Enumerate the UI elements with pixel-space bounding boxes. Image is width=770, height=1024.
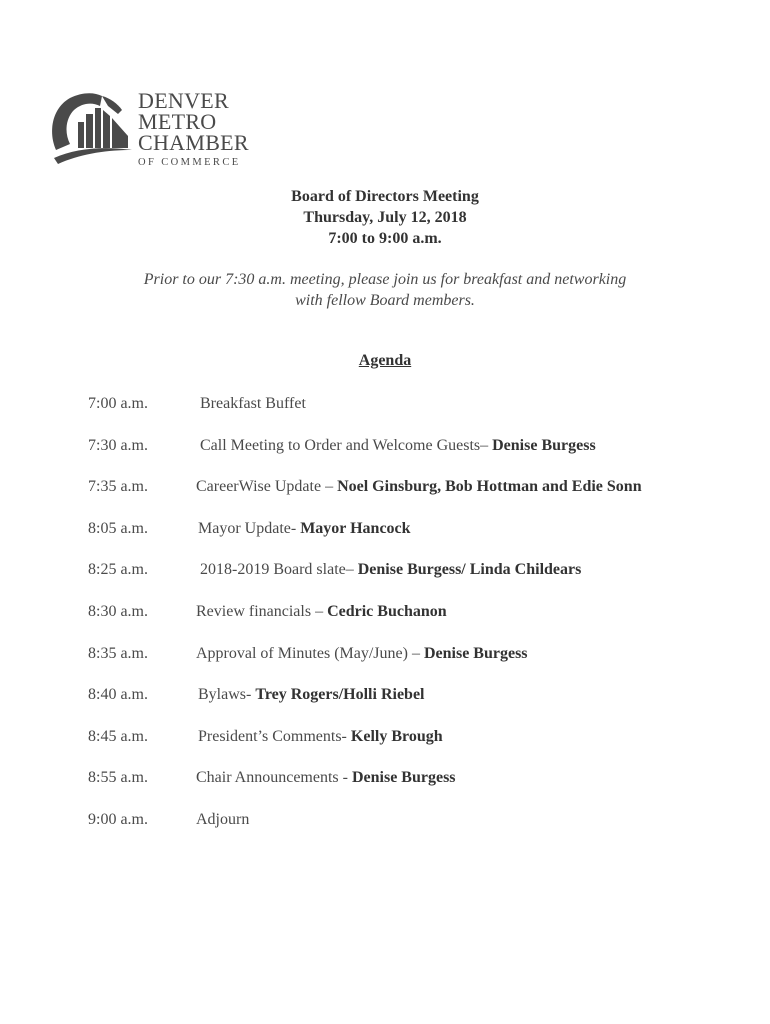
agenda-item-presenter: Denise Burgess/ Linda Childears	[357, 561, 582, 579]
agenda-item	[88, 476, 728, 518]
agenda-item-desc	[198, 684, 424, 706]
agenda-item-time: 8:30 a.m.	[88, 602, 148, 620]
agenda-item-desc	[198, 726, 443, 748]
agenda-item-time: 7:30 a.m.	[88, 436, 148, 454]
agenda-item	[88, 643, 728, 685]
agenda-item-time: 8:40 a.m.	[88, 686, 148, 704]
agenda-item-topic: CareerWise Update –	[196, 478, 338, 496]
agenda-item-topic: 2018-2019 Board slate–	[200, 561, 358, 579]
agenda-item-desc	[200, 559, 581, 581]
breakfast-note-line-1: Prior to our 7:30 a.m. meeting, please join us for breakfast and networking	[143, 271, 627, 288]
agenda-item	[88, 393, 728, 435]
agenda-item-topic: Review financials –	[196, 602, 328, 620]
agenda-item	[88, 435, 728, 477]
agenda-item-topic: Chair Announcements -	[196, 769, 352, 787]
agenda-item-presenter: Kelly Brough	[350, 727, 443, 745]
agenda-item-topic: Breakfast Buffet	[200, 395, 306, 412]
agenda-item-topic: Adjourn	[196, 810, 250, 828]
agenda-item-time: 8:25 a.m.	[88, 561, 148, 579]
agenda-item-time: 7:35 a.m.	[88, 478, 148, 496]
agenda-item-presenter: Denise Burgess	[423, 644, 528, 662]
agenda-item	[88, 559, 728, 601]
agenda-item-presenter: Mayor Hancock	[300, 519, 411, 537]
agenda-item-topic: Bylaws-	[198, 686, 256, 704]
agenda-item-topic: Call Meeting to Order and Welcome Guests–	[200, 436, 493, 454]
agenda-item	[88, 518, 728, 560]
meeting-time: 7:00 to 9:00 a.m.	[328, 230, 442, 247]
agenda-item-desc	[198, 518, 411, 540]
logo-line-chamber: CHAMBER	[138, 130, 249, 155]
agenda-item-desc	[200, 435, 596, 457]
agenda-item-desc	[200, 393, 306, 415]
agenda-item	[88, 601, 728, 643]
agenda-list	[88, 393, 728, 851]
agenda-item-desc	[196, 476, 642, 498]
agenda-item	[88, 767, 728, 809]
breakfast-note	[0, 269, 770, 311]
chamber-logo-wordmark	[138, 90, 249, 169]
agenda-item-presenter: Trey Rogers/Holli Riebel	[255, 686, 425, 704]
agenda-item-desc	[196, 767, 456, 789]
agenda-item-presenter: Cedric Buchanon	[327, 602, 447, 620]
agenda-item-time: 8:45 a.m.	[88, 727, 148, 745]
meeting-header	[0, 186, 770, 249]
agenda-item-presenter: Denise Burgess	[492, 436, 596, 454]
logo-line-denver: DENVER	[138, 88, 230, 113]
agenda-item	[88, 726, 728, 768]
agenda-item-time: 8:55 a.m.	[88, 769, 148, 787]
agenda-item-desc	[196, 601, 447, 623]
meeting-date: Thursday, July 12, 2018	[303, 209, 467, 226]
agenda-item-time: 8:05 a.m.	[88, 519, 148, 537]
agenda-item-time: 7:00 a.m.	[88, 395, 148, 412]
agenda-item-desc	[196, 643, 528, 665]
agenda-item-time: 9:00 a.m.	[88, 810, 148, 828]
logo-line-metro: METRO	[138, 109, 217, 134]
agenda-item-desc	[196, 809, 249, 831]
agenda-item-presenter: Denise Burgess	[351, 769, 456, 787]
agenda-item-time: 8:35 a.m.	[88, 644, 148, 662]
logo-sub-commerce: OF COMMERCE	[138, 157, 241, 168]
meeting-title: Board of Directors Meeting	[291, 188, 479, 205]
agenda-item-topic: Mayor Update-	[198, 519, 301, 537]
chamber-logo	[48, 90, 278, 170]
agenda-item-topic: President’s Comments-	[198, 727, 351, 745]
chamber-logo-icon	[48, 92, 134, 164]
breakfast-note-line-2: with fellow Board members.	[295, 292, 475, 309]
agenda-item	[88, 809, 728, 851]
agenda-heading: Agenda	[358, 352, 412, 369]
agenda-item-presenter: Noel Ginsburg, Bob Hottman and Edie Sonn	[337, 478, 642, 496]
agenda-item-topic: Approval of Minutes (May/June) –	[196, 644, 424, 662]
agenda-item	[88, 684, 728, 726]
